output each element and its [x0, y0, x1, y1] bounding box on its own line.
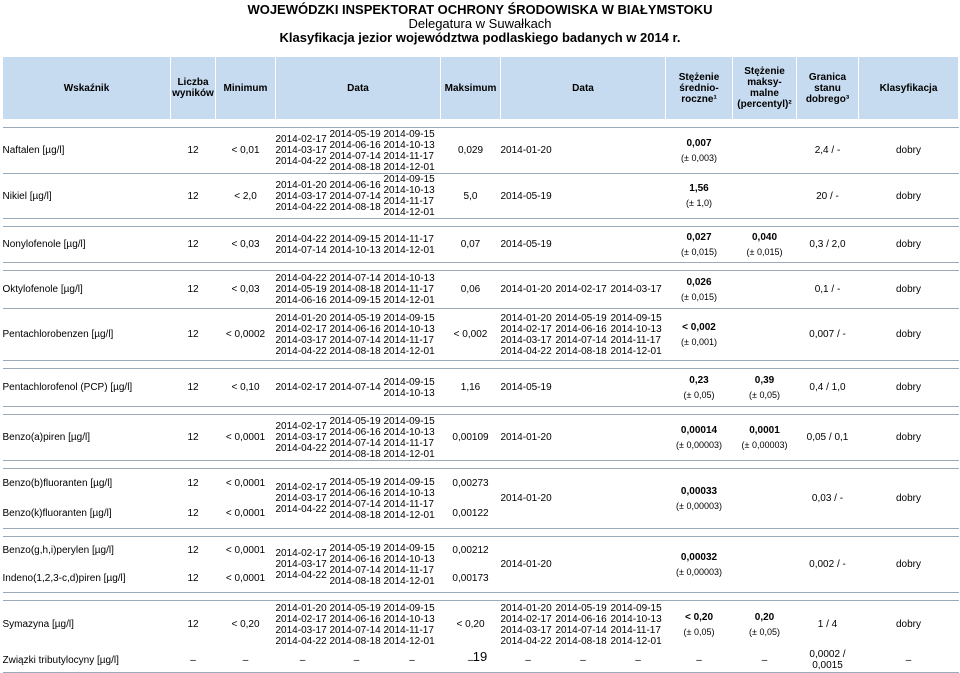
date-min-1: 2014-04-22 2014-05-19 2014-06-16 [276, 271, 330, 309]
date-min-3: 2014-09-15 2014-10-13 2014-11-17 2014-12-01 [384, 601, 441, 649]
dash: – [171, 649, 216, 673]
date-max-2: 2014-05-19 2014-06-16 2014-07-14 2014-08-18 [556, 601, 611, 649]
date-max-3 [611, 174, 666, 219]
param-name: Benzo(b)fluoranten [µg/l] [3, 469, 171, 499]
uncertainty: (± 0,05) [749, 389, 780, 400]
spacer [3, 263, 959, 271]
dash: – [441, 649, 501, 673]
mean-conc [666, 271, 733, 309]
count: 12 [171, 128, 216, 174]
date-min-3: 2014-09-15 2014-10-13 [384, 369, 441, 407]
mean-conc [666, 309, 733, 361]
row-group [3, 227, 959, 263]
uncertainty: (± 0,015) [681, 246, 717, 257]
date-max-1: 2014-05-19 [501, 369, 556, 407]
max-conc [733, 469, 797, 529]
count: 12 [171, 369, 216, 407]
page-number: 19 [472, 649, 488, 664]
date-max-2 [556, 415, 611, 461]
date-max-2: 2014-02-17 [556, 271, 611, 309]
value: 0,007 [686, 137, 712, 149]
max-conc [733, 174, 797, 219]
maximum: 5,0 [441, 174, 501, 219]
inspectorate-title: WOJEWÓDZKI INSPEKTORAT OCHRONY ŚRODOWISKA W BIAŁYMSTOKU [247, 2, 713, 17]
param-name: Pentachlorobenzen [µg/l] [3, 309, 171, 361]
mean-conc [666, 537, 733, 593]
mean-conc [666, 227, 733, 263]
dash: – [384, 649, 441, 673]
spacer [3, 361, 959, 369]
dash: – [611, 649, 666, 673]
date-max-1: 2014-05-19 [501, 227, 556, 263]
max-conc [733, 309, 797, 361]
param-name: Benzo(a)piren [µg/l] [3, 415, 171, 461]
date-max: 2014-01-20 [501, 469, 666, 529]
count: 12 [171, 309, 216, 361]
mean-conc [666, 469, 733, 529]
value: 0,00014 [680, 424, 718, 436]
row-group [3, 469, 959, 529]
classification: – [859, 649, 959, 673]
maximum: < 0,20 [441, 601, 501, 649]
value: 0,00033 [680, 485, 718, 497]
date-max-1: 2014-01-20 [501, 128, 556, 174]
param-name: Naftalen [µg/l] [3, 128, 171, 174]
date-min-2: 2014-05-19 2014-06-16 2014-07-14 2014-08-18 [330, 601, 384, 649]
date-min-3: 2014-09-15 2014-10-13 2014-11-17 2014-12-01 [384, 469, 441, 529]
document-title: Klasyfikacja jezior województwa podlaskiego badanych w 2014 r. [279, 30, 681, 45]
uncertainty: (± 0,05) [749, 626, 780, 637]
minimum: < 0,0001 [216, 415, 276, 461]
date-min-1: 2014-02-17 2014-03-17 2014-04-22 [276, 537, 330, 593]
classification: dobry [859, 601, 959, 649]
param-name: Związki tributylocyny [µg/l] [3, 649, 171, 673]
date-min-1: 2014-04-22 2014-07-14 [276, 227, 330, 263]
classification: dobry [859, 469, 959, 529]
good-limit: 0,0002 / 0,0015 [797, 649, 859, 673]
date-max-3 [611, 227, 666, 263]
good-limit: 0,4 / 1,0 [797, 369, 859, 407]
date-min-3: 2014-09-15 2014-10-13 2014-11-17 2014-12-01 [384, 415, 441, 461]
good-limit: 0,002 / - [797, 537, 859, 593]
date-max-1: 2014-01-20 [501, 271, 556, 309]
col-minimum: Minimum [216, 57, 276, 120]
date-min-2: 2014-09-15 2014-10-13 [330, 227, 384, 263]
maximum: 0,00173 [441, 565, 501, 593]
value: < 0,002 [682, 321, 716, 333]
date-max-3 [611, 415, 666, 461]
date-min-2: 2014-05-19 2014-06-16 2014-07-14 2014-08-18 [330, 309, 384, 361]
count: 12 [171, 537, 216, 565]
uncertainty: (± 0,00003) [741, 439, 788, 450]
mean-conc [666, 174, 733, 219]
classification: dobry [859, 174, 959, 219]
dash: – [276, 649, 330, 673]
minimum: < 0,20 [216, 601, 276, 649]
table-row [3, 601, 959, 649]
max-conc [733, 227, 797, 263]
date-min-3: 2014-09-15 2014-10-13 2014-11-17 2014-12-01 [384, 174, 441, 219]
date-min-1: 2014-01-20 2014-03-17 2014-04-22 [276, 174, 330, 219]
classification-table [2, 56, 959, 673]
count: 12 [171, 499, 216, 529]
classification: dobry [859, 537, 959, 593]
dash: – [216, 649, 276, 673]
maximum: 0,06 [441, 271, 501, 309]
dash: – [501, 649, 556, 673]
classification: dobry [859, 227, 959, 263]
table-row [3, 227, 959, 263]
dash: – [330, 649, 384, 673]
good-limit: 20 / - [797, 174, 859, 219]
good-limit: 2,4 / - [797, 128, 859, 174]
value: < 0,20 [684, 611, 714, 623]
minimum: < 0,0002 [216, 309, 276, 361]
date-min-3: 2014-10-13 2014-11-17 2014-12-01 [384, 271, 441, 309]
col-srednio: Stężenie średnio-roczne¹ [666, 57, 733, 120]
param-name: Benzo(k)fluoranten [µg/l] [3, 499, 171, 529]
count: 12 [171, 174, 216, 219]
date-min-2: 2014-05-19 2014-06-16 2014-07-14 2014-08-18 [330, 415, 384, 461]
date-min-3: 2014-09-15 2014-10-13 2014-11-17 2014-12-01 [384, 309, 441, 361]
table-row [3, 174, 959, 219]
uncertainty: (± 0,00003) [676, 566, 722, 577]
col-data-max: Data [501, 57, 666, 120]
date-min-2: 2014-05-19 2014-06-16 2014-07-14 2014-08-18 [330, 469, 384, 529]
spacer [3, 407, 959, 415]
row-group [3, 128, 959, 174]
maximum: 0,00109 [441, 415, 501, 461]
uncertainty: (± 0,015) [746, 246, 783, 257]
uncertainty: (± 0,05) [683, 626, 715, 637]
date-max-3: 2014-09-15 2014-10-13 2014-11-17 2014-12-01 [611, 601, 666, 649]
uncertainty: (± 0,00003) [676, 439, 722, 450]
date-min-1: 2014-02-17 2014-03-17 2014-04-22 [276, 415, 330, 461]
dash: – [556, 649, 611, 673]
date-max-1: 2014-05-19 [501, 174, 556, 219]
param-name: Oktylofenole [µg/l] [3, 271, 171, 309]
table-row [3, 469, 959, 499]
col-liczba: Liczba wyników [171, 57, 216, 120]
max-conc [733, 537, 797, 593]
maximum: 0,00122 [441, 499, 501, 529]
row-group [3, 271, 959, 309]
dash: – [733, 649, 797, 673]
date-max: 2014-01-20 [501, 537, 666, 593]
delegation-subtitle: Delegatura w Suwałkach [408, 16, 552, 31]
max-conc [733, 128, 797, 174]
minimum: < 0,01 [216, 128, 276, 174]
col-maksy: Stężenie maksy-malne (percentyl)² [733, 57, 797, 120]
param-name: Nonylofenole [µg/l] [3, 227, 171, 263]
col-granica: Granica stanu dobrego³ [797, 57, 859, 120]
good-limit: 1 / 4 [797, 601, 859, 649]
date-min-2: 2014-05-19 2014-06-16 2014-07-14 2014-08-18 [330, 128, 384, 174]
classification: dobry [859, 309, 959, 361]
max-conc [733, 415, 797, 461]
minimum: < 0,10 [216, 369, 276, 407]
dash: – [666, 649, 733, 673]
count: 12 [171, 601, 216, 649]
table-row [3, 271, 959, 309]
date-min-2: 2014-06-16 2014-07-14 2014-08-18 [330, 174, 384, 219]
date-min-2: 2014-07-14 2014-08-18 2014-09-15 [330, 271, 384, 309]
count: 12 [171, 469, 216, 499]
value: 0,23 [689, 374, 709, 386]
date-max-2 [556, 227, 611, 263]
good-limit: 0,03 / - [797, 469, 859, 529]
param-name: Pentachlorofenol (PCP) [µg/l] [3, 369, 171, 407]
good-limit: 0,1 / - [797, 271, 859, 309]
date-max-1: 2014-01-20 2014-02-17 2014-03-17 2014-04-22 [501, 601, 556, 649]
date-max-3 [611, 128, 666, 174]
spacer [3, 120, 959, 128]
value: 0,20 [754, 611, 775, 623]
row-group [3, 369, 959, 407]
col-maksimum: Maksimum [441, 57, 501, 120]
date-min-3: 2014-09-15 2014-10-13 2014-11-17 2014-12-01 [384, 537, 441, 593]
uncertainty: (± 0,015) [681, 291, 717, 302]
minimum: < 2,0 [216, 174, 276, 219]
spacer [3, 593, 959, 601]
maximum: 0,00273 [441, 469, 501, 499]
date-max-3 [611, 369, 666, 407]
count: 12 [171, 565, 216, 593]
max-conc [733, 369, 797, 407]
classification: dobry [859, 415, 959, 461]
date-max-2 [556, 369, 611, 407]
date-min-1: 2014-02-17 2014-03-17 2014-04-22 [276, 128, 330, 174]
good-limit: 0,3 / 2,0 [797, 227, 859, 263]
date-max-2 [556, 174, 611, 219]
header-row [3, 57, 959, 120]
maximum: 0,07 [441, 227, 501, 263]
date-max-1: 2014-01-20 [501, 415, 556, 461]
value: 1,56 [689, 183, 709, 194]
row-group [3, 309, 959, 361]
param-name: Symazyna [µg/l] [3, 601, 171, 649]
date-max-2 [556, 128, 611, 174]
date-min-3: 2014-09-15 2014-10-13 2014-11-17 2014-12-01 [384, 128, 441, 174]
minimum: < 0,0001 [216, 499, 276, 529]
table-row [3, 537, 959, 565]
value: 0,00032 [680, 551, 718, 563]
spacer [3, 461, 959, 469]
maximum: 0,00212 [441, 537, 501, 565]
max-conc [733, 271, 797, 309]
col-klasyfikacja: Klasyfikacja [859, 57, 959, 120]
date-min-1: 2014-02-17 2014-03-17 2014-04-22 [276, 469, 330, 529]
maximum: < 0,002 [441, 309, 501, 361]
value: 0,040 [751, 231, 778, 243]
value: 0,027 [686, 231, 712, 243]
param-name: Nikiel [µg/l] [3, 174, 171, 219]
date-max-3: 2014-09-15 2014-10-13 2014-11-17 2014-12-01 [611, 309, 666, 361]
value: 0,39 [754, 374, 775, 386]
minimum: < 0,0001 [216, 469, 276, 499]
row-group [3, 415, 959, 461]
uncertainty: (± 0,00003) [676, 500, 722, 511]
spacer [3, 219, 959, 227]
uncertainty: (± 1,0) [686, 198, 712, 208]
count: 12 [171, 227, 216, 263]
date-max-2: 2014-05-19 2014-06-16 2014-07-14 2014-08-18 [556, 309, 611, 361]
mean-conc [666, 369, 733, 407]
minimum: < 0,0001 [216, 565, 276, 593]
param-name: Indeno(1,2,3-c,d)piren [µg/l] [3, 565, 171, 593]
uncertainty: (± 0,001) [681, 336, 717, 347]
col-data-min: Data [276, 57, 441, 120]
row-group [3, 174, 959, 219]
date-min-3: 2014-11-17 2014-12-01 [384, 227, 441, 263]
classification: dobry [859, 369, 959, 407]
uncertainty: (± 0,003) [681, 152, 717, 163]
mean-conc [666, 415, 733, 461]
count: 12 [171, 415, 216, 461]
param-name: Benzo(g,h,i)perylen [µg/l] [3, 537, 171, 565]
mean-conc [666, 601, 733, 649]
col-wskaznik: Wskaźnik [3, 57, 171, 120]
date-min-1: 2014-01-20 2014-02-17 2014-03-17 2014-04-22 [276, 309, 330, 361]
value: 0,026 [686, 276, 712, 288]
table-row [3, 415, 959, 461]
minimum: < 0,03 [216, 271, 276, 309]
spacer [3, 529, 959, 537]
table-row [3, 309, 959, 361]
date-max-1: 2014-01-20 2014-02-17 2014-03-17 2014-04-22 [501, 309, 556, 361]
date-min-2: 2014-05-19 2014-06-16 2014-07-14 2014-08-18 [330, 537, 384, 593]
max-conc [733, 601, 797, 649]
minimum: < 0,0001 [216, 537, 276, 565]
row-group [3, 537, 959, 593]
table-row [3, 369, 959, 407]
mean-conc [666, 128, 733, 174]
maximum: 0,029 [441, 128, 501, 174]
classification: dobry [859, 271, 959, 309]
date-min-2: 2014-07-14 [330, 369, 384, 407]
minimum: < 0,03 [216, 227, 276, 263]
uncertainty: (± 0,05) [683, 389, 715, 400]
date-min-1: 2014-02-17 [276, 369, 330, 407]
classification: dobry [859, 128, 959, 174]
good-limit: 0,05 / 0,1 [797, 415, 859, 461]
good-limit: 0,007 / - [797, 309, 859, 361]
date-max-3: 2014-03-17 [611, 271, 666, 309]
date-min-1: 2014-01-20 2014-02-17 2014-03-17 2014-04-22 [276, 601, 330, 649]
maximum: 1,16 [441, 369, 501, 407]
count: 12 [171, 271, 216, 309]
table-row [3, 128, 959, 174]
value: 0,0001 [749, 424, 780, 436]
